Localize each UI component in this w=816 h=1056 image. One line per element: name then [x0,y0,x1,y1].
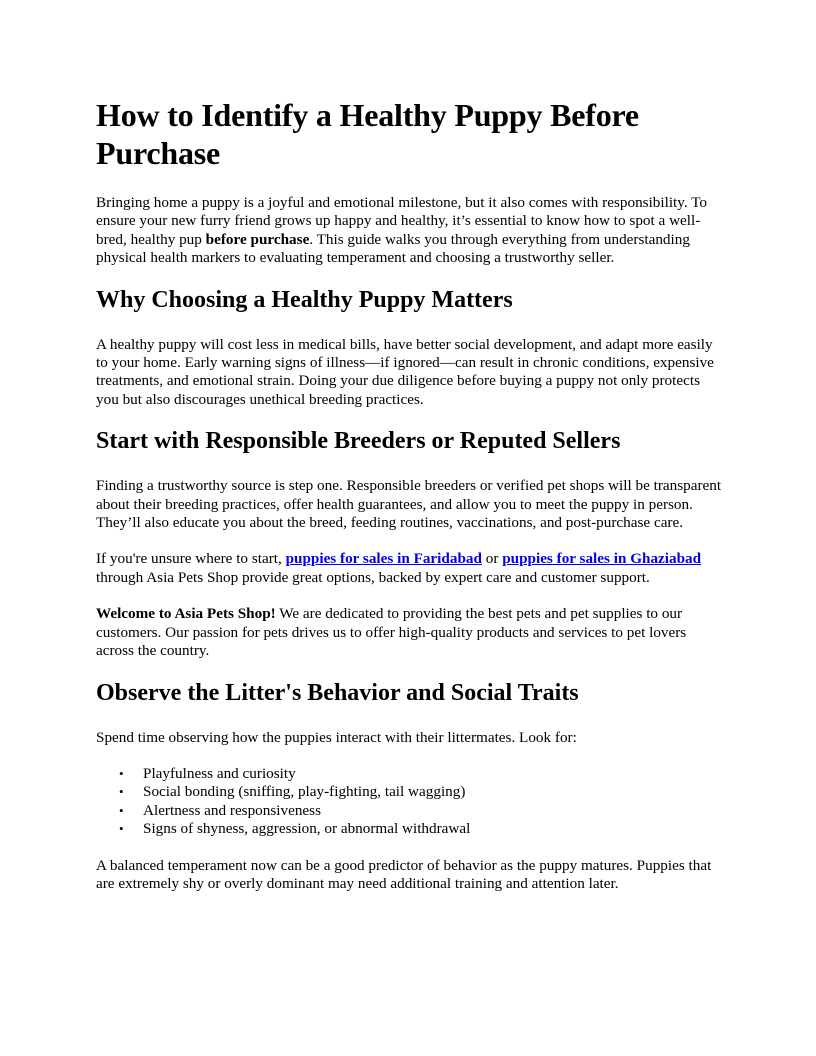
bullet-icon: • [119,802,124,818]
links-paragraph [96,550,724,587]
bullet-icon: • [119,765,124,781]
document-page [96,96,724,911]
ghaziabad-link[interactable]: puppies for sales in Ghaziabad [502,550,702,568]
list-item [119,801,724,820]
list-item [119,764,724,783]
links-text-middle: or [481,550,503,568]
list-item-text: Alertness and responsiveness [143,801,321,819]
links-text-before: If you're unsure where to start, [96,550,286,568]
welcome-text: We are dedicated to providing the best pets and pet supplies to our customers. Our passion for pets drives us to offer high-quality products and services to pet lovers across the country. [96,605,687,660]
intro-text-before: Bringing home a puppy is a joyful and emotional milestone, but it also comes with responsibility. To ensure your new furry friend grows up happy and healthy, it’s essential to know how to spot a well-bred, healthy pup [96,194,708,248]
behavior-bullet-list [96,765,724,839]
section-paragraph-breeders: Finding a trustworthy source is step one. Responsible breeders or verified pet shops will be transparent about their breeding practices, offer health guarantees, and allow you to meet the puppy in person. They’ll also educate you about the breed, feeding routines, vaccinations, and post-purchase care. [96,477,722,532]
welcome-bold-text: Welcome to Asia Pets Shop! [96,605,276,623]
page-title: How to Identify a Healthy Puppy Before Purchase [96,97,639,171]
intro-text-after: . This guide walks you through everything from understanding physical health markers to evaluating temperament and choosing a trustworthy seller. [96,230,690,267]
closing-paragraph: A balanced temperament now can be a good predictor of behavior as the puppy matures. Puppies that are extremely shy or overly dominant may need additional training and attention later. [96,856,712,892]
faridabad-link[interactable]: puppies for sales in Faridabad [285,550,482,568]
section-heading-breeders: Start with Responsible Breeders or Reputed Sellers [96,428,621,455]
list-item-text: Signs of shyness, aggression, or abnormal withdrawal [143,820,471,838]
section-heading-litter-behavior: Observe the Litter's Behavior and Social Traits [96,679,579,706]
section-paragraph-why-healthy: A healthy puppy will cost less in medical bills, have better social development, and adapt more easily to your home. Early warning signs of illness—if ignored—can result in chronic conditions, expensive treatments, and emotional strain. Doing your due diligence before buying a puppy not only protects you but also discourages unethical breeding practices. [96,335,714,408]
bullet-icon: • [119,784,124,800]
intro-bold-text: before purchase [205,230,310,248]
list-item-text: Social bonding (sniffing, play-fighting, tail wagging) [143,783,466,801]
bullet-icon: • [119,821,124,837]
list-item-text: Playfulness and curiosity [143,764,296,782]
section-paragraph-litter-behavior: Spend time observing how the puppies interact with their littermates. Look for: [96,728,577,746]
intro-paragraph [96,194,724,268]
list-item [119,783,724,801]
list-item [119,820,724,838]
welcome-paragraph [96,605,724,660]
links-text-after: through Asia Pets Shop provide great options, backed by expert care and customer support. [96,568,650,586]
section-heading-why-healthy: Why Choosing a Healthy Puppy Matters [96,286,513,313]
